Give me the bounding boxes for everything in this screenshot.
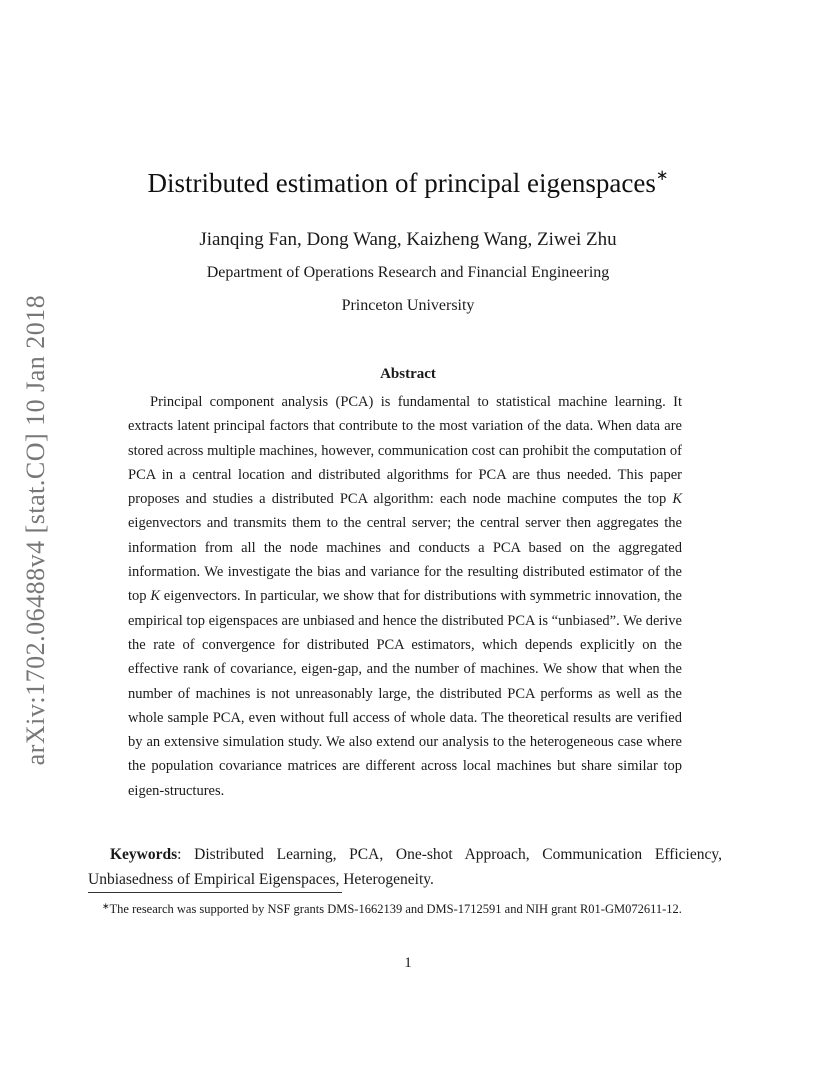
author-list: Jianqing Fan, Dong Wang, Kaizheng Wang, Ziwei Zhu <box>199 229 617 250</box>
footnote-text: The research was supported by NSF grants DMS-1662139 and DMS-1712591 and NIH grant R01-GM072611-12. <box>109 902 682 916</box>
abstract-text-part-2: eigenvectors and transmits them to the central server; the central server then aggregates the information from all the node machines and conducts a PCA based on the aggregated information. We investigate the bias and variance for the resulting distributed estimator of the top <box>128 515 682 605</box>
footnote-divider <box>88 892 342 893</box>
affiliation-university: Princeton University <box>341 297 475 314</box>
paper-title-text: Distributed estimation of principal eigenspaces <box>147 168 656 198</box>
keywords-paragraph <box>88 842 722 892</box>
abstract-text-part-3: eigenvectors. In particular, we show that for distributions with symmetric innovation, the empirical top eigenspaces are unbiased and hence the distributed PCA is “unbiased”. We derive the rate of convergence for distributed PCA estimators, which depends explicitly on the effective rank of covariance, eigen-gap, and the number of machines. We show that when the number of machines is not unreasonably large, the distributed PCA performs as well as the whole sample PCA, even without full access of whole data. The theoretical results are verified by an extensive simulation study. We also extend our analysis to the heterogeneous case where the population covariance matrices are different across local machines but share similar top eigen-structures. <box>128 588 682 799</box>
abstract-body <box>128 390 682 803</box>
funding-footnote <box>88 898 722 918</box>
page-number: 1 <box>404 955 412 971</box>
abstract-text-part-1: Principal component analysis (PCA) is fundamental to statistical machine learning. It extracts latent principal factors that contribute to the most variation of the data. When data are stored across multiple machines, however, communication cost can prohibit the computation of PCA in a central location and distributed algorithms for PCA are thus needed. This paper proposes and studies a distributed PCA algorithm: each node machine computes the top <box>128 394 682 508</box>
paper-title <box>88 166 728 199</box>
abstract-heading: Abstract <box>380 366 436 382</box>
arxiv-identifier-stamp: arXiv:1702.06488v4 [stat.CO] 10 Jan 2018 <box>21 294 50 766</box>
abstract-symbol-k: K <box>672 491 682 508</box>
keywords-label: Keywords <box>110 846 178 863</box>
affiliation-department: Department of Operations Research and Financial Engineering <box>206 264 610 281</box>
keywords-text: : Distributed Learning, PCA, One-shot Approach, Communication Efficiency, Unbiasedness of Empirical Eigenspaces, Heterogeneity. <box>88 846 722 888</box>
footnote-mark: ∗ <box>102 901 110 911</box>
title-footnote-mark: ∗ <box>655 168 669 184</box>
abstract-symbol-k: K <box>150 588 160 605</box>
